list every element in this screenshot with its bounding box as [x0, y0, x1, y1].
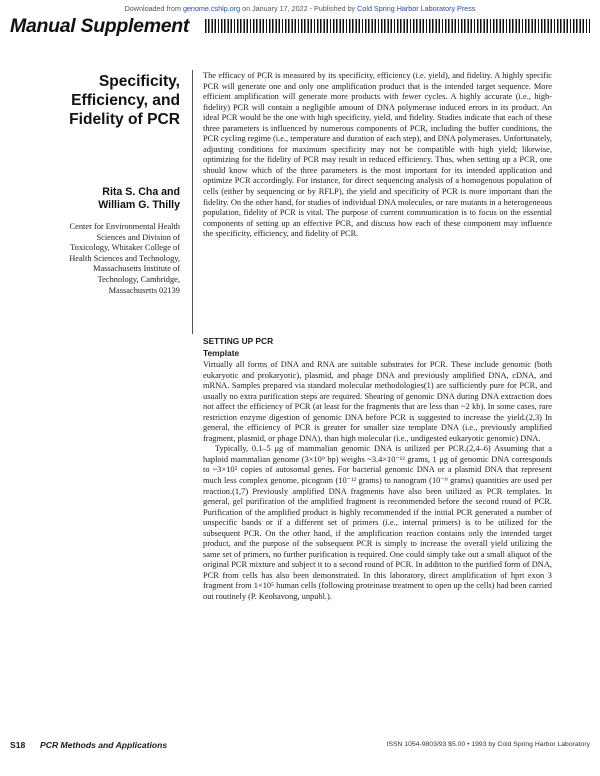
header-rule-bars	[205, 19, 590, 33]
journal-name: PCR Methods and Applications	[40, 740, 168, 750]
author-block	[10, 186, 180, 212]
title-line: Efficiency, and	[71, 92, 180, 109]
title-line: Fidelity of PCR	[69, 111, 180, 128]
title-line: Specificity,	[98, 73, 180, 90]
body-paragraph: Typically, 0.1–5 μg of mammalian genomic DNA is utilized per PCR.(2,4–6) Assuming that a haploid mammalian genome (3×10⁹ bp) weighs ~3.4×10⁻¹² grams, 1 μg of genomic DNA corresponds to ~3×10⁵ copies of autosomal genes. For bacterial genomic DNA or a plasmid DNA that represent much less complex genome, picogram (10⁻¹² grams) to nanogram (10⁻⁹ grams) quantities are used per reaction.(1,7) Previously amplified DNA fragments have also been utilized as PCR templates. In general, gel purification of the amplified fragment is recommended before the second round of PCR. Purification of the amplified product is highly recommended if the initial PCR generated a number of unspecific bands or if a different set of primers (i.e., internal primers) is to be utilized for the subsequent PCR. On the other hand, if the amplification reaction contains only the intended target product, and the purpose of the subsequent PCR is simply to increase the overall yield utilizing the same set of primers, no further purification is required. One could simply take out a small aliquot of the original PCR mixture and subject it to a second round of PCR. In addition to the purified form of DNA, PCR from cells has also been demonstrated. In this laboratory, direct amplification of hprt exon 3 fragment from 1×10⁵ human cells (following proteinase treatment to open up the cells) had been carried out routinely (P. Keohavong, unpubl.).	[203, 444, 552, 602]
page-number: S18	[10, 740, 26, 750]
affiliation	[10, 222, 180, 296]
section-setting-up-pcr	[203, 336, 552, 603]
section-label: Manual Supplement	[10, 15, 190, 37]
affiliation-line: Sciences and Division of	[96, 232, 180, 242]
affiliation-line: Center for Environmental Health	[69, 222, 180, 231]
download-middle: on January 17, 2022 - Published by	[240, 4, 358, 13]
affiliation-line: Health Sciences and Technology,	[69, 253, 180, 263]
article-title	[10, 72, 180, 129]
introduction	[203, 71, 552, 240]
author-line: Rita S. Cha and	[102, 186, 180, 198]
download-prefix: Downloaded from	[124, 4, 183, 13]
running-header	[10, 15, 590, 37]
affiliation-line: Technology, Cambridge,	[97, 274, 180, 284]
intro-paragraph: The efficacy of PCR is measured by its specificity, efficiency (i.e. yield), and fidelity. A highly specific PCR will generate one and only one amplification product that is the intended target sequence. More efficient amplification will generate more products with fewer cycles. A highly accurate (i.e., high-fidelity) PCR will contain a negligible amount of DNA polymerase induced errors in its product. An ideal PCR would be the one with high specificity, yield, and fidelity. Studies indicate that each of these three parameters is influenced by numerous components of PCR, including the buffer conditions, the PCR cycling regime (i.e., temperature and duration of each step), and DNA polymerases. Unfortunately, adjusting conditions for maximum specificity may not be compatible with high yield; likewise, optimizing for the fidelity of PCR may result in reduced efficiency. Thus, when setting up a PCR, one should know which of the three parameters is the most important for its intended application and optimize PCR accordingly. For instance, for direct sequencing analysis of a homogenous population of cells (either by sequencing or by RFLP), the yield and specificity of PCR is more important than the fidelity. On the other hand, for studies of individual DNA molecules, or rare mutants in a heterogeneous population, fidelity of PCR is vital. The purpose of current communication is to focus on the essential components of setting up an effective PCR, and discuss how each of these component may influence the specificity, efficiency, and fidelity of PCR.	[203, 71, 553, 239]
author-line: William G. Thilly	[98, 199, 180, 211]
page-footer	[10, 740, 590, 754]
subsection-heading: Template	[203, 348, 240, 358]
site-link[interactable]: genome.cshlp.org	[182, 4, 241, 13]
affiliation-line: Toxicology, Whitaker College of	[70, 243, 180, 253]
section-heading: SETTING UP PCR	[203, 336, 274, 346]
column-divider	[192, 70, 193, 334]
affiliation-line: Massachusetts 02139	[108, 285, 180, 295]
affiliation-line: Massachusetts Institute of	[93, 264, 180, 274]
body-paragraph: Virtually all forms of DNA and RNA are suitable substrates for PCR. These include genomic (both eukaryotic and prokaryotic), plasmid, and phage DNA and previously amplified DNA, cDNA, and mRNA. Samples prepared via standard molecular methodologies(1) are sufficiently pure for PCR, and usually no extra purification steps are required. Shearing of genomic DNA during DNA extraction does not affect the efficiency of PCR (at least for the fragments that are less than ~2 kb). In some cases, rare restriction enzyme digestion of genomic DNA before PCR is suggested to increase the yield.(2,3) In general, the efficiency of PCR is greater for smaller size template DNA (i.e., previously amplified fragment, plasmid, or phage DNA), than high molecular (i.e., undigested eukaryotic genomic) DNA.	[203, 360, 552, 443]
download-notice	[0, 4, 600, 13]
publisher-link[interactable]: Cold Spring Harbor Laboratory Press	[357, 4, 476, 13]
copyright-line: ISSN 1054-9803/93 $5.00 • 1993 by Cold Spring Harbor Laboratory	[386, 741, 590, 748]
